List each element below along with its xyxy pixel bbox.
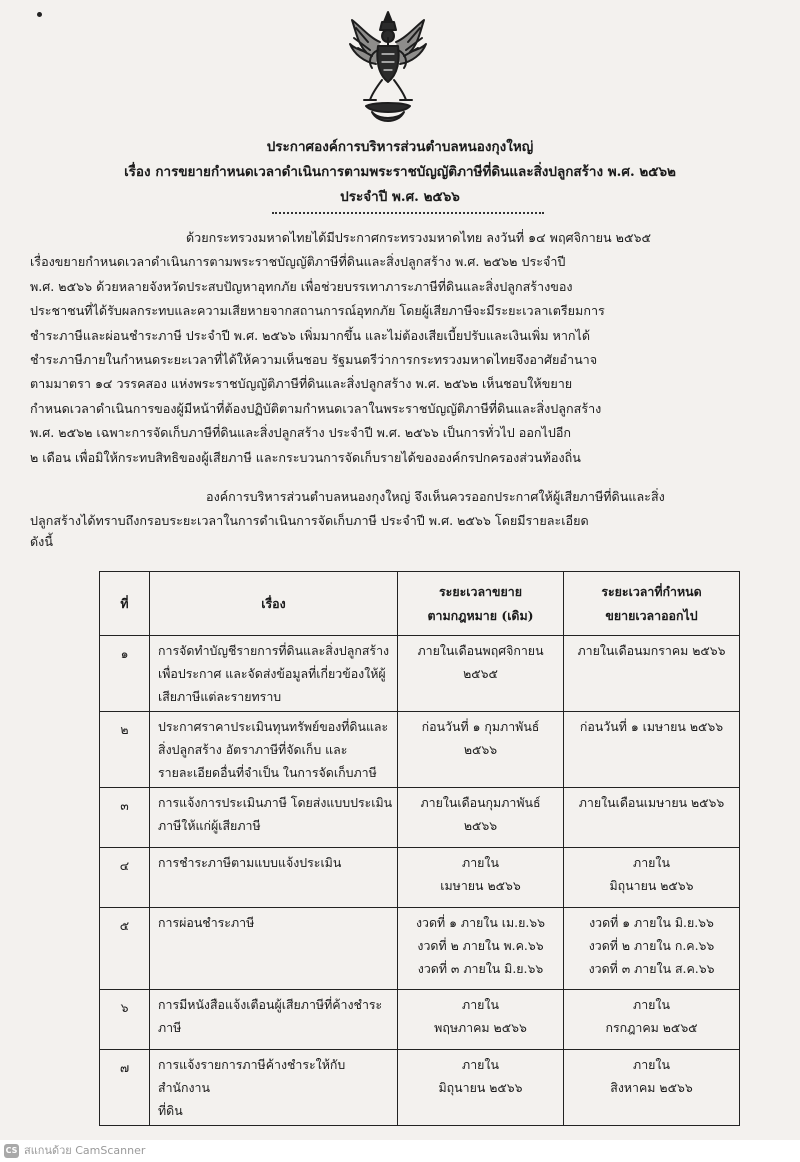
dotted-separator (272, 212, 544, 214)
row-topic (150, 848, 398, 908)
paragraph-line: กำหนดเวลาดำเนินการของผู้มีหน้าที่ต้องปฏิบัติตามกำหนดเวลาในพระราชบัญญัติภาษีที่ดินและสิ่งปลูกสร้าง (30, 400, 602, 416)
cell-line: ภายในเดือนมกราคม ๒๕๖๖ (577, 643, 726, 658)
row-original-deadline (398, 908, 564, 990)
row-number: ๒ (100, 712, 150, 788)
paragraph-line: เรื่องขยายกำหนดเวลาดำเนินการตามพระราชบัญญัติภาษีที่ดินและสิ่งปลูกสร้าง พ.ศ. ๒๕๖๒ ประจำปี (30, 254, 566, 270)
row-extended-deadline (564, 636, 740, 712)
row-original-deadline (398, 712, 564, 788)
cell-line: มิถุนายน ๒๕๖๖ (438, 1080, 523, 1095)
cell-line: รายละเอียดอื่นที่จำเป็น ในการจัดเก็บภาษี (158, 765, 377, 780)
row-original-deadline (398, 1050, 564, 1126)
table-row (100, 848, 740, 908)
cell-line: กรกฎาคม ๒๕๖๕ (605, 1020, 698, 1035)
cell-line: ภายในเดือนเมษายน ๒๕๖๖ (578, 795, 725, 810)
row-topic (150, 908, 398, 990)
table-row (100, 908, 740, 990)
row-topic (150, 788, 398, 848)
paragraph-line: ชำระภาษีภายในกำหนดระยะเวลาที่ได้ให้ความเห็นชอบ รัฐมนตรีว่าการกระทรวงมหาดไทยจึงอาศัยอำนาจ (30, 351, 598, 367)
header-line: ระยะเวลาขยาย (439, 583, 522, 599)
header-line: ตามกฎหมาย (เดิม) (427, 607, 534, 623)
cell-line: เมษายน ๒๕๖๖ (440, 878, 521, 893)
watermark-text: สแกนด้วย CamScanner (24, 1144, 146, 1157)
row-number: ๓ (100, 788, 150, 848)
corner-mark (37, 12, 42, 17)
cell-line: ประกาศราคาประเมินทุนทรัพย์ของที่ดินและ (158, 719, 389, 734)
cell-line: สิงหาคม ๒๕๖๖ (610, 1080, 693, 1095)
cell-line: ๒๕๖๖ (463, 818, 498, 833)
row-extended-deadline (564, 908, 740, 990)
row-extended-deadline (564, 990, 740, 1050)
body-paragraph-1 (30, 226, 694, 470)
row-number: ๖ (100, 990, 150, 1050)
paragraph-line: ประชาชนที่ได้รับผลกระทบและความเสียหายจากสถานการณ์อุทกภัย โดยผู้เสียภาษีจะมีระยะเวลาเตรียมการ (30, 303, 605, 319)
header-line: ระยะเวลาที่กำหนด (601, 583, 702, 599)
cell-line: งวดที่ ๑ ภายใน เม.ย.๖๖ (415, 915, 546, 930)
column-header-topic: เรื่อง (150, 572, 398, 636)
scanner-watermark (0, 1140, 800, 1162)
row-original-deadline (398, 636, 564, 712)
column-header-extended (564, 572, 740, 636)
table-row (100, 712, 740, 788)
row-original-deadline (398, 990, 564, 1050)
cell-line: การผ่อนชำระภาษี (158, 915, 255, 930)
schedule-table (99, 571, 740, 1126)
cell-line: ภายในเดือนพฤศจิกายน (417, 643, 544, 658)
cell-line: ภายในเดือนกุมภาพันธ์ (420, 795, 541, 810)
header-line: ขยายเวลาออกไป (605, 607, 698, 623)
paragraph-line: ปลูกสร้างได้ทราบถึงกรอบระยะเวลาในการดำเนินการจัดเก็บภาษี ประจำปี พ.ศ. ๒๕๖๖ โดยมีรายละเอียด (30, 513, 589, 529)
cell-line: มิถุนายน ๒๕๖๖ (609, 878, 694, 893)
row-extended-deadline (564, 1050, 740, 1126)
cell-line: ภาษี (158, 1020, 182, 1035)
cell-line: เพื่อประกาศ และจัดส่งข้อมูลที่เกี่ยวข้องให้ผู้ (158, 666, 386, 681)
announcement-year: ประจำปี พ.ศ. ๒๕๖๖ (340, 189, 460, 205)
row-topic (150, 990, 398, 1050)
row-number: ๔ (100, 848, 150, 908)
camscanner-logo-icon: CS (4, 1144, 19, 1158)
cell-line: งวดที่ ๓ ภายใน มิ.ย.๖๖ (417, 961, 544, 976)
paragraph-line: ตามมาตรา ๑๔ วรรคสอง แห่งพระราชบัญญัติภาษีที่ดินและสิ่งปลูกสร้าง พ.ศ. ๒๕๖๒ เห็นชอบให้ขยาย (30, 376, 573, 392)
cell-line: สิ่งปลูกสร้าง อัตราภาษีที่จัดเก็บ และ (158, 742, 348, 757)
row-number: ๑ (100, 636, 150, 712)
cell-line: พฤษภาคม ๒๕๖๖ (434, 1020, 527, 1035)
row-number: ๕ (100, 908, 150, 990)
cell-line: ภายใน (462, 1057, 499, 1072)
table-row (100, 636, 740, 712)
row-number: ๗ (100, 1050, 150, 1126)
row-extended-deadline (564, 788, 740, 848)
announcement-title: ประกาศองค์การบริหารส่วนตำบลหนองกุงใหญ่ (266, 139, 534, 155)
cell-line: การแจ้งรายการภาษีค้างชำระให้กับสำนักงาน (158, 1057, 346, 1095)
column-header-original (398, 572, 564, 636)
cell-line: การมีหนังสือแจ้งเตือนผู้เสียภาษีที่ค้างชำระ (158, 997, 383, 1012)
row-original-deadline (398, 788, 564, 848)
table-row (100, 1050, 740, 1126)
paragraph-line: ๒ เดือน เพื่อมิให้กระทบสิทธิของผู้เสียภาษี และกระบวนการจัดเก็บรายได้ขององค์กรปกครองส่วนท้องถิ่น (30, 449, 581, 465)
cell-line: ภายใน (462, 997, 499, 1012)
body-paragraph-2 (30, 485, 694, 554)
paragraph-line: องค์การบริหารส่วนตำบลหนองกุงใหญ่ จึงเห็นควรออกประกาศให้ผู้เสียภาษีที่ดินและสิ่ง (206, 489, 665, 504)
cell-line: ที่ดิน (158, 1103, 183, 1118)
cell-line: การแจ้งการประเมินภาษี โดยส่งแบบประเมิน (158, 795, 393, 810)
row-extended-deadline (564, 712, 740, 788)
cell-line: งวดที่ ๑ ภายใน มิ.ย.๖๖ (589, 915, 714, 930)
cell-line: ๒๕๖๕ (463, 666, 498, 681)
cell-line: งวดที่ ๓ ภายใน ส.ค.๖๖ (588, 961, 715, 976)
row-topic (150, 636, 398, 712)
paragraph-line: ด้วยกระทรวงมหาดไทยได้มีประกาศกระทรวงมหาดไทย ลงวันที่ ๑๔ พฤศจิกายน ๒๕๖๕ (186, 230, 652, 245)
garuda-emblem-icon (342, 8, 434, 126)
row-topic (150, 712, 398, 788)
cell-line: ภายใน (462, 855, 499, 870)
cell-line: ก่อนวันที่ ๑ เมษายน ๒๕๖๖ (579, 719, 724, 734)
announcement-subject: เรื่อง การขยายกำหนดเวลาดำเนินการตามพระราชบัญญัติภาษีที่ดินและสิ่งปลูกสร้าง พ.ศ. ๒๕๖๒ (124, 164, 676, 180)
column-header-no: ที่ (100, 572, 150, 636)
paragraph-line: ชำระภาษีและผ่อนชำระภาษี ประจำปี พ.ศ. ๒๕๖๖ เพิ่มมากขึ้น และไม่ต้องเสียเบี้ยปรับและเงินเพิ่ม หากได้ (30, 327, 591, 343)
table-header-row (100, 572, 740, 636)
table-row (100, 788, 740, 848)
cell-line: ภายใน (633, 855, 670, 870)
row-original-deadline (398, 848, 564, 908)
cell-line: ก่อนวันที่ ๑ กุมภาพันธ์ (421, 719, 540, 734)
paragraph-line: พ.ศ. ๒๕๖๒ เฉพาะการจัดเก็บภาษีที่ดินและสิ่งปลูกสร้าง ประจำปี พ.ศ. ๒๕๖๖ เป็นการทั่วไป ออกไปอีก (30, 425, 572, 441)
cell-line: ภายใน (633, 1057, 670, 1072)
table-row (100, 990, 740, 1050)
cell-line: งวดที่ ๒ ภายใน ก.ค.๖๖ (588, 938, 715, 953)
cell-line: งวดที่ ๒ ภายใน พ.ค.๖๖ (417, 938, 544, 953)
cell-line: เสียภาษีแต่ละรายทราบ (158, 689, 282, 704)
cell-line: ภายใน (633, 997, 670, 1012)
row-topic (150, 1050, 398, 1126)
cell-line: ภาษีให้แก่ผู้เสียภาษี (158, 818, 261, 833)
paragraph-line: พ.ศ. ๒๕๖๖ ด้วยหลายจังหวัดประสบปัญหาอุทกภัย เพื่อช่วยบรรเทาภาระภาษีที่ดินและสิ่งปลูกสร้างของ (30, 278, 573, 294)
row-extended-deadline (564, 848, 740, 908)
cell-line: ๒๕๖๖ (463, 742, 498, 757)
cell-line: การชำระภาษีตามแบบแจ้งประเมิน (158, 855, 342, 870)
paragraph-line: ดังนี้ (30, 533, 53, 549)
cell-line: การจัดทำบัญชีรายการที่ดินและสิ่งปลูกสร้าง (158, 643, 390, 658)
